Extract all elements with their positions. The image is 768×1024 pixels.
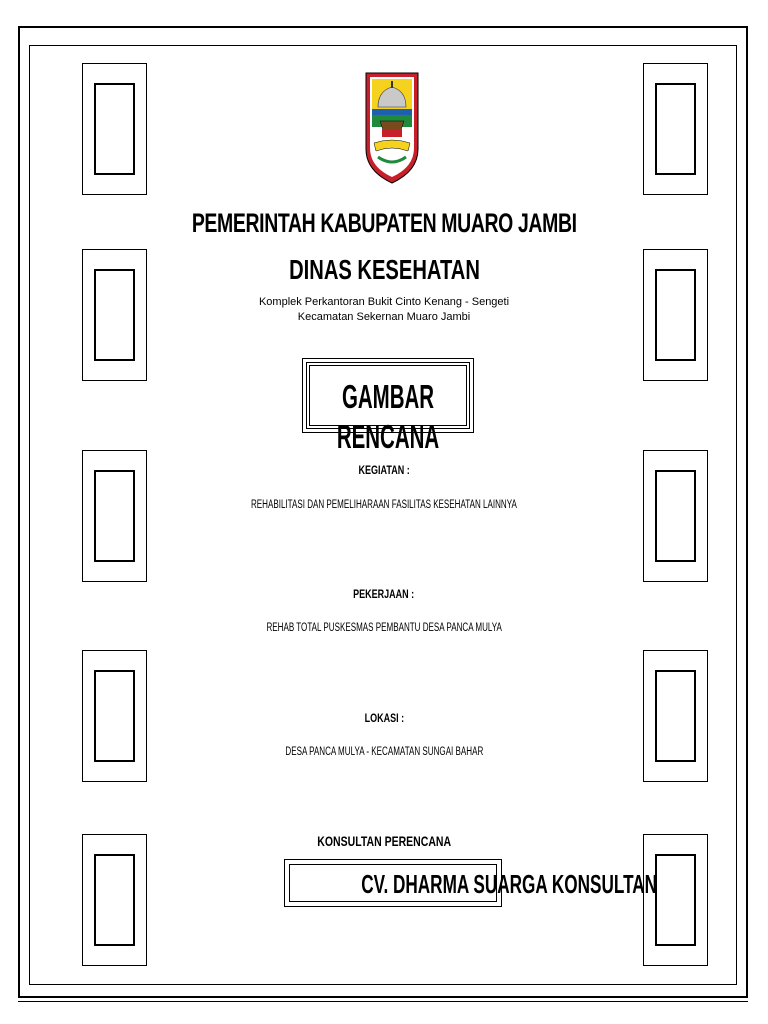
muaro-jambi-emblem-icon: [364, 71, 420, 185]
kegiatan-value: REHABILITASI DAN PEMELIHARAAN FASILITAS KESEHATAN LAINNYA: [251, 499, 517, 511]
document-title: GAMBAR RENCANA: [336, 378, 440, 455]
agency-title: DINAS KESEHATAN: [288, 254, 480, 285]
government-title: PEMERINTAH KABUPATEN MUARO JAMBI: [191, 208, 577, 238]
kegiatan-label: KEGIATAN :: [358, 463, 410, 477]
consultant-name: CV. DHARMA SUARGA KONSULTAN: [361, 869, 658, 899]
side-box-right-1: [643, 63, 708, 195]
consultant-name-box: [284, 859, 658, 907]
konsultan-label: KONSULTAN PERENCANA: [317, 833, 451, 849]
pekerjaan-value: REHAB TOTAL PUSKESMAS PEMBANTU DESA PANCA MULYA: [266, 622, 502, 634]
document-title-box: [302, 358, 474, 455]
bottom-rule: [18, 1001, 748, 1002]
lokasi-value: DESA PANCA MULYA - KECAMATAN SUNGAI BAHAR: [285, 746, 483, 758]
side-box-left-1: [82, 63, 147, 195]
address-line-1: Komplek Perkantoran Bukit Cinto Kenang - Sengeti: [258, 296, 510, 308]
lokasi-label: LOKASI :: [364, 711, 404, 725]
side-box-left-5: [82, 834, 147, 966]
address-line-2: Kecamatan Sekernan Muaro Jambi: [297, 311, 471, 323]
pekerjaan-label: PEKERJAAN :: [353, 587, 415, 601]
